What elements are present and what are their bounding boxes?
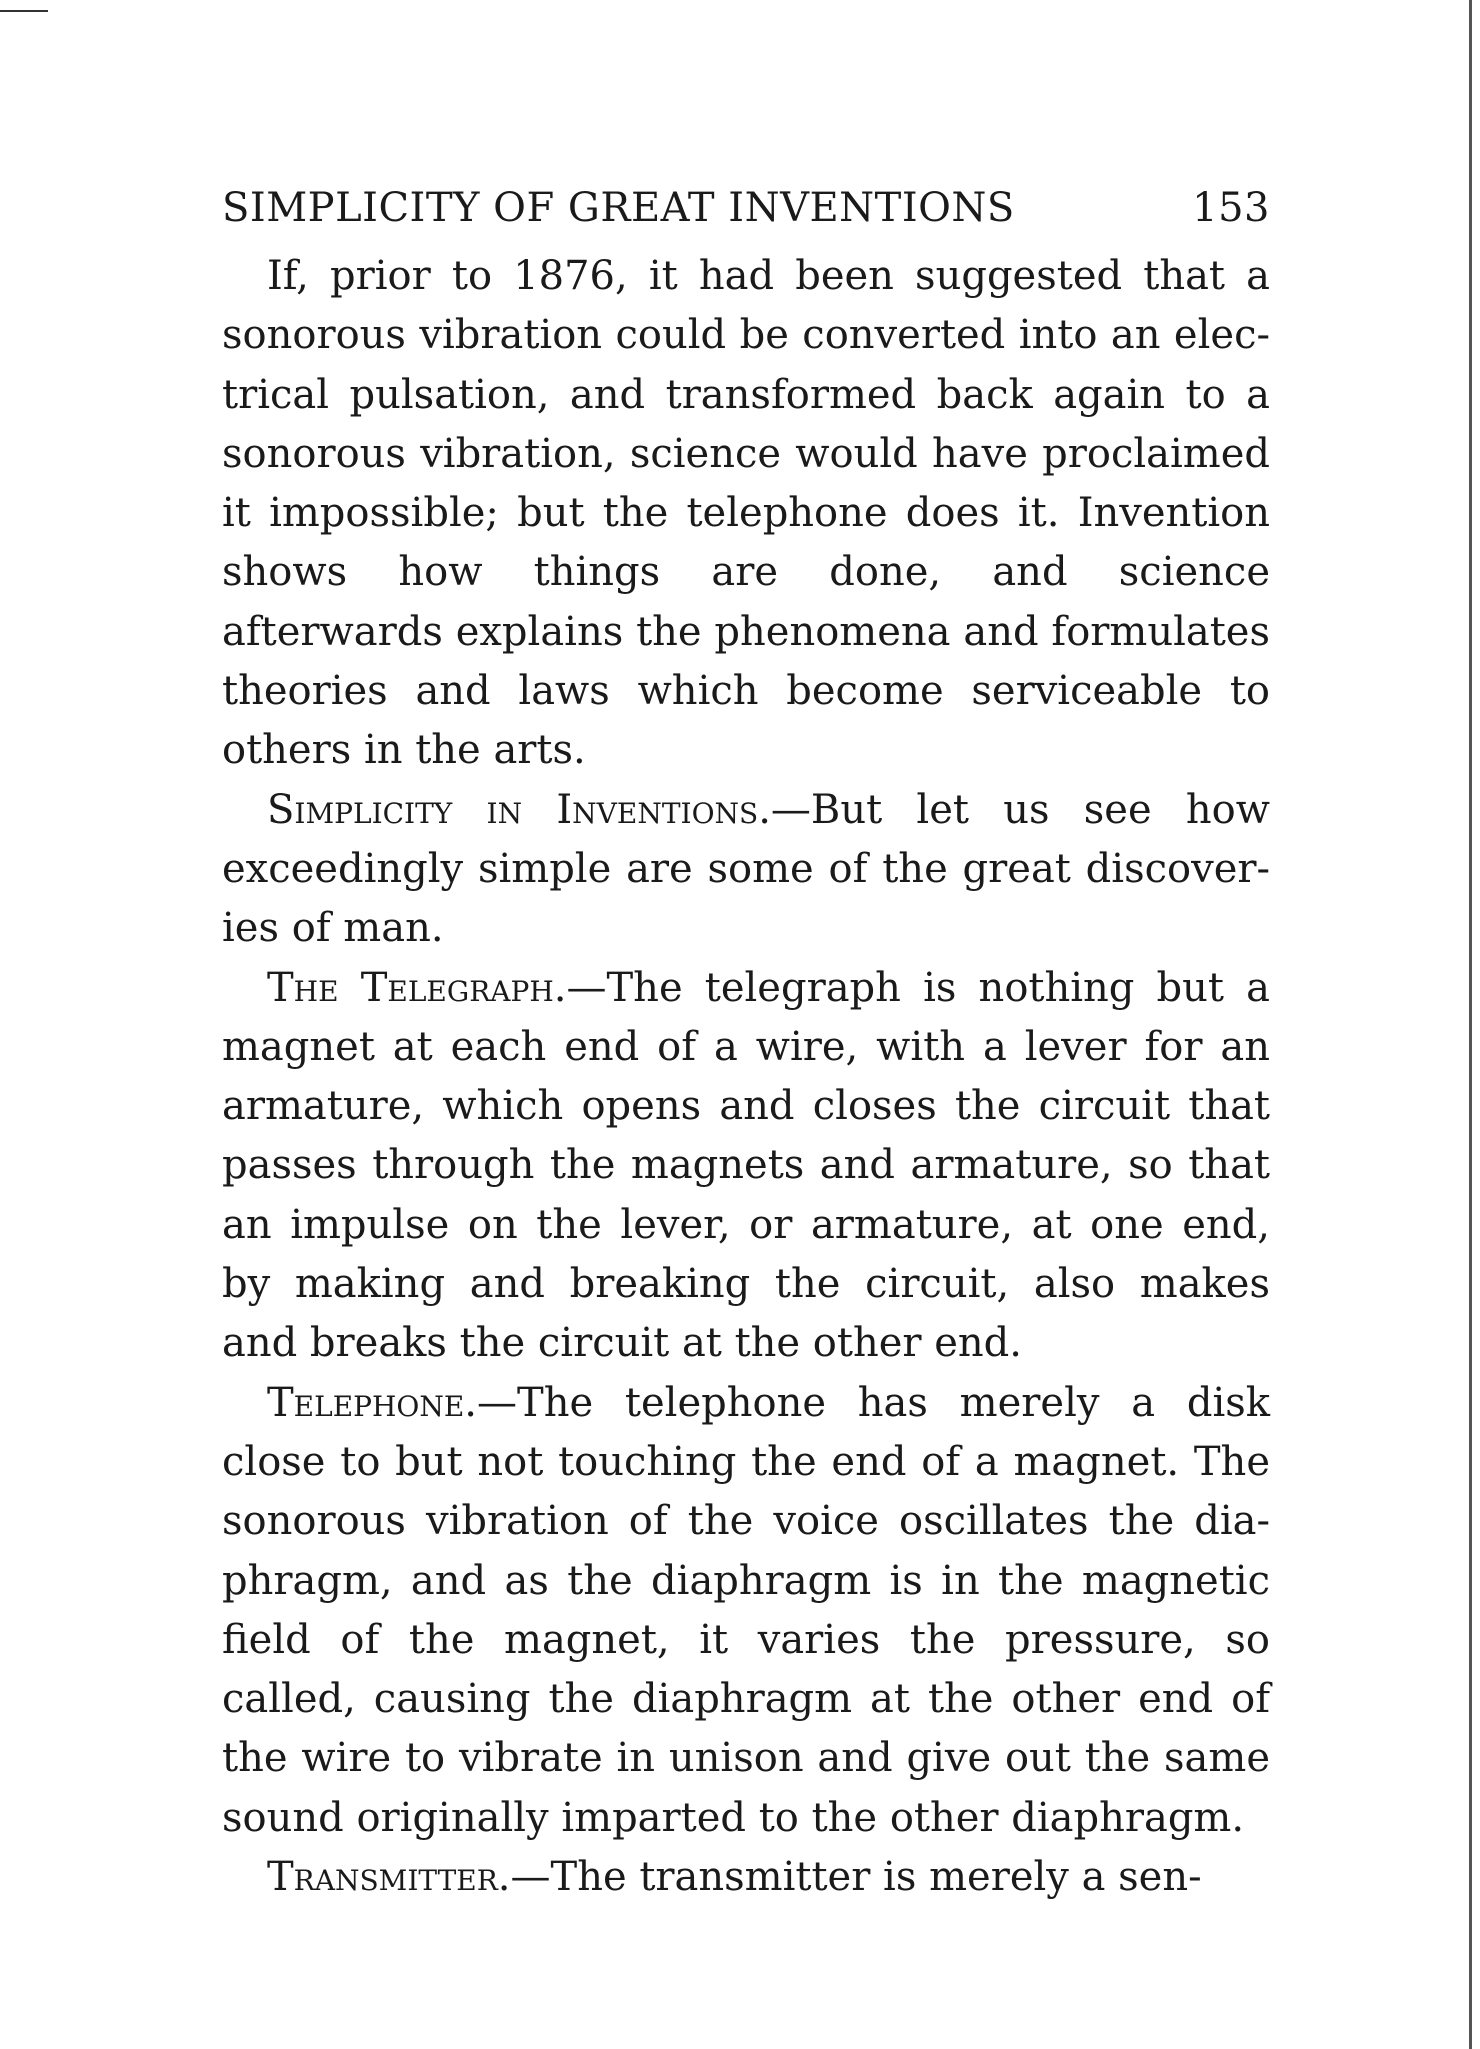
paragraph-3	[222, 959, 1270, 1374]
paragraph-2	[222, 781, 1270, 959]
paragraph-4	[222, 1374, 1270, 1848]
paragraph-2-text: —But let us see how exceedingly simple are some of the great discover-ies of man.	[222, 786, 1271, 952]
paragraph-4-text: —The telephone has merely a disk close to but not touching the end of a magnet. The sonorous vibration of the voice oscillates the dia-phragm, and as the diaphragm is in the magnetic field of the magnet, it varies the pressure, so called, causing the diaphragm at the other end of the wire to vibrate in unison and give out the same sound originally imparted to the other diaphragm.	[222, 1379, 1270, 1841]
page-number: 153	[1192, 185, 1270, 231]
section-heading-transmitter: Transmitter.	[267, 1854, 511, 1901]
section-heading-telegraph: The Telegraph.	[267, 964, 567, 1011]
paragraph-1: If, prior to 1876, it had been suggested that a sonorous vibration could be converted into an elec-trical pulsation, and transformed back again to a sonorous vibration, science would have proclaimed it impossible; but the telephone does it. Invention shows how things are done, and science afterwards explains the phenomena and formulates theories and laws which become serviceable to others in the arts.	[222, 253, 1270, 774]
page-body	[222, 247, 1270, 1907]
page-edge	[1469, 0, 1472, 2049]
running-head-title: SIMPLICITY OF GREAT INVENTIONS	[222, 185, 1015, 231]
book-page	[222, 185, 1270, 1907]
paragraph-3-text: —The telegraph is nothing but a magnet at each end of a wire, with a lever for an armature, which opens and closes the circuit that passes through the magnets and armature, so that an impulse on the lever, or armature, at one end, by making and breaking the circuit, also makes and breaks the circuit at the other end.	[222, 964, 1271, 1367]
section-heading-simplicity: Simplicity in Inventions.	[267, 786, 771, 833]
running-head	[222, 185, 1270, 247]
corner-mark	[0, 10, 48, 12]
paragraph-5	[222, 1848, 1270, 1907]
section-heading-telephone: Telephone.	[267, 1379, 478, 1426]
paragraph-5-text: —The transmitter is merely a sen-	[510, 1854, 1202, 1901]
